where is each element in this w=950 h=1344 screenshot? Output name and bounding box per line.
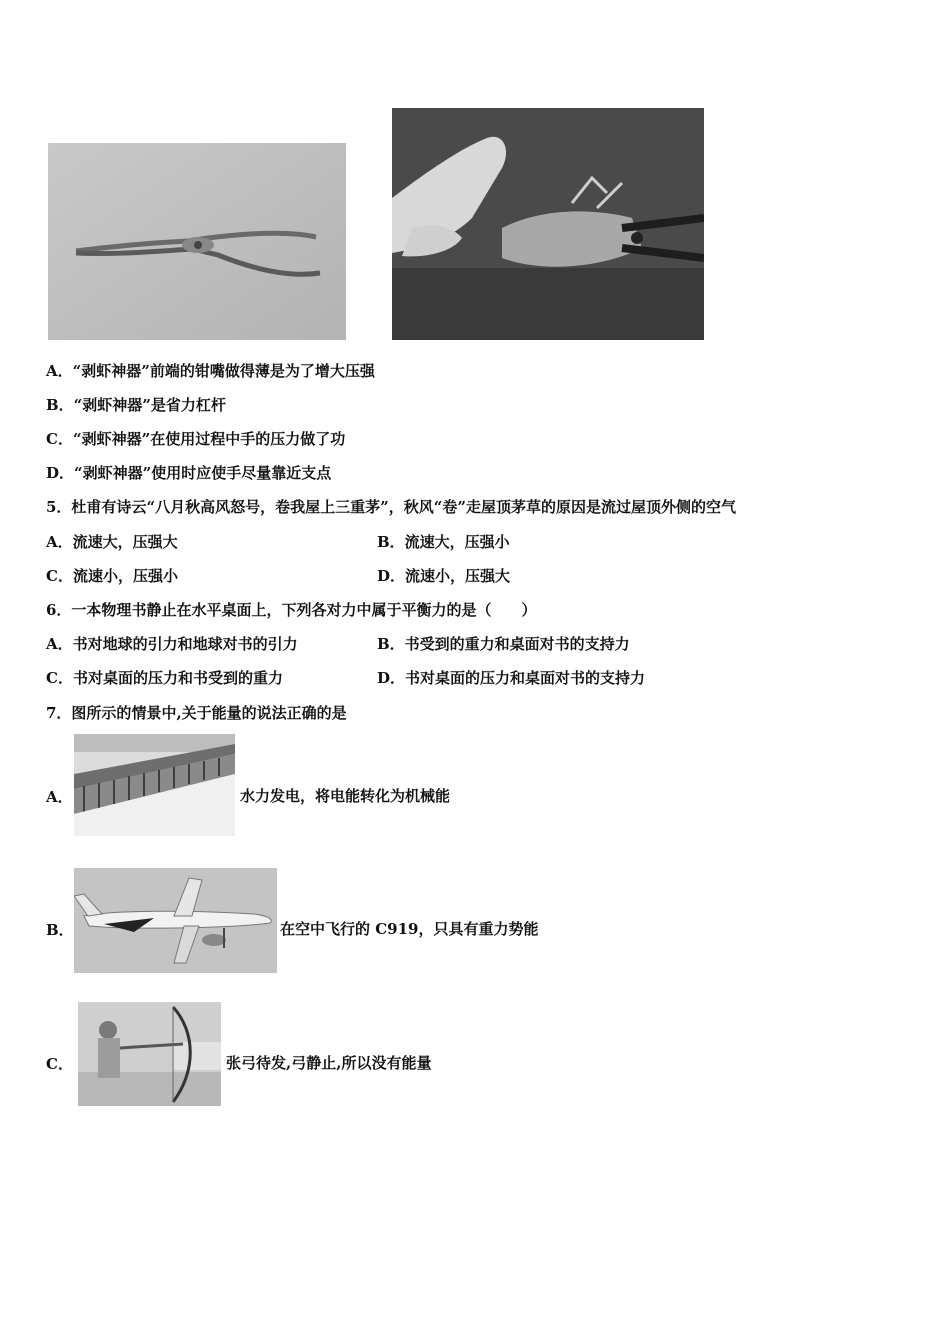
q6-option-b: B．书受到的重力和桌面对书的支持力 [377,635,630,653]
q5-option-d: D．流速小，压强大 [377,567,511,585]
q6-option-c: C．书对桌面的压力和书受到的重力 [46,669,283,687]
q7-option-b-letter: B． [46,921,74,939]
q7-option-a-text: 水力发电，将电能转化为机械能 [240,787,451,805]
q4-option-c: C．“剥虾神器”在使用过程中手的压力做了功 [46,430,346,448]
hydropower-dam-photo [74,734,235,836]
q7-option-c-letter: C． [46,1055,73,1073]
q7-option-b-text: 在空中飞行的 C919，只具有重力势能 [280,920,539,938]
c919-airplane-photo [74,868,277,973]
q7-option-a-letter: A． [46,788,73,806]
q4-option-a: A．“剥虾神器”前端的钳嘴做得薄是为了增大压强 [46,362,375,380]
q7-option-c-text: 张弓待发,弓静止,所以没有能量 [226,1054,432,1072]
q5-option-c: C．流速小，压强小 [46,567,178,585]
q6-stem: 6．一本物理书静止在水平桌面上，下列各对力中属于平衡力的是（ ） [46,601,537,619]
q6-option-a: A．书对地球的引力和地球对书的引力 [46,635,298,653]
archer-drawing-bow-photo [78,1002,221,1106]
peeling-shrimp-photo [392,108,704,340]
q5-option-a: A．流速大，压强大 [46,533,178,551]
q4-option-b: B．“剥虾神器”是省力杠杆 [46,396,226,414]
q6-option-d: D．书对桌面的压力和桌面对书的支持力 [377,669,646,687]
q5-stem: 5．杜甫有诗云“八月秋高风怒号，卷我屋上三重茅”，秋风“卷”走屋顶茅草的原因是流过屋顶外侧的空气 [46,498,736,516]
q4-option-d: D．“剥虾神器”使用时应使手尽量靠近支点 [46,464,332,482]
shrimp-peeler-tool-photo [48,143,346,340]
q5-option-b: B．流速大，压强小 [377,533,510,551]
q7-stem: 7．图所示的情景中,关于能量的说法正确的是 [46,704,347,722]
